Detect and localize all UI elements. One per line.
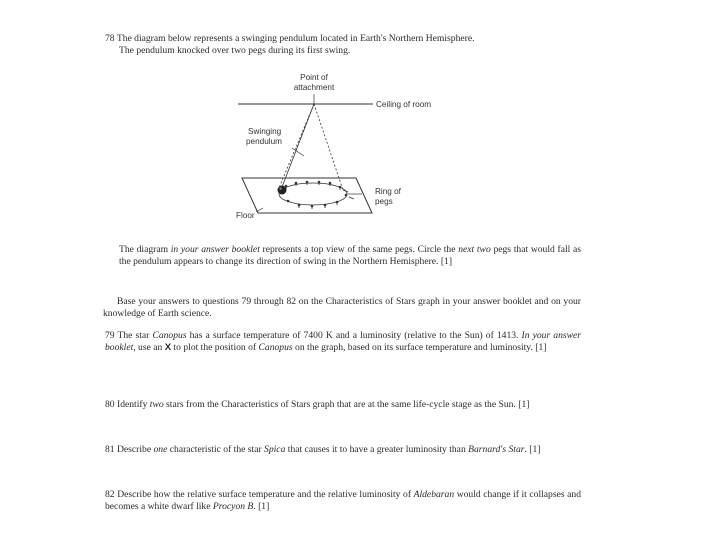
question-text: . — [524, 444, 527, 455]
question-text: use an — [135, 342, 165, 354]
label-pendulum-1: Swinging — [248, 127, 282, 136]
question-number: 80 — [105, 399, 115, 410]
star-name: Barnard's Star — [468, 444, 525, 455]
question-text: characteristic of the star — [167, 444, 265, 455]
peg — [287, 200, 290, 203]
points: [1] — [518, 399, 530, 410]
points: [1] — [258, 501, 270, 513]
task-text: pegs that would fall as the pendulum appears to change its direction of swing in the Northern Hemisphere. — [119, 244, 581, 268]
question-text: The pendulum knocked over two pegs during its first swing. — [119, 45, 351, 57]
question-text: to plot the position of — [171, 342, 259, 354]
question-text: The star — [117, 330, 153, 341]
question-text: Describe — [117, 444, 154, 455]
emphasis: In your answer booklet, — [105, 330, 581, 354]
task-text: The diagram — [119, 244, 171, 255]
star-name: Procyon B — [212, 501, 254, 513]
question-text: Describe how the relative surface temperature and the relative luminosity of — [117, 489, 414, 500]
label-ring-2: pegs — [375, 197, 393, 206]
label-ceiling: Ceiling of room — [376, 100, 432, 109]
question-79 — [105, 330, 581, 355]
question-number: 79 — [105, 330, 115, 341]
question-text: on the graph, based on its surface temperature and luminosity. — [292, 342, 533, 354]
question-78-task — [119, 244, 581, 269]
label-ring-1: Ring of — [375, 187, 401, 196]
question-text: would change if it collapses and becomes a white dwarf like — [105, 489, 581, 513]
task-emphasis: in your answer booklet — [170, 244, 260, 255]
question-text: Identify — [117, 399, 150, 410]
question-number: 78 — [105, 33, 115, 44]
label-floor: Floor — [236, 211, 255, 220]
star-name: Canopus — [152, 330, 187, 341]
label-attachment-1: Point of — [300, 73, 328, 82]
emphasis: two — [149, 399, 164, 410]
points: [1] — [529, 444, 541, 455]
pendulum-diagram — [230, 70, 450, 228]
pendulum-string — [282, 104, 314, 187]
emphasis: one — [153, 444, 168, 455]
question-text: . — [253, 501, 256, 513]
instructions-text: Base your answers to questions 79 through 82 on the Characteristics of Stars graph in your answer booklet and on your knowledge of Earth science. — [103, 296, 581, 320]
question-number: 81 — [105, 444, 115, 455]
question-80 — [105, 399, 581, 411]
peg — [345, 194, 348, 197]
pendulum-bob — [278, 186, 287, 195]
task-text: represents a top view of the same pegs. Circle the — [259, 244, 459, 255]
fallen-peg — [349, 197, 354, 199]
question-text: has a surface temperature of 7400 K and a luminosity (relative to the Sun) of 1413. — [186, 330, 522, 341]
star-name: Spica — [264, 444, 286, 455]
points: [1] — [440, 256, 453, 268]
swing-line-right — [314, 104, 343, 190]
question-text: The diagram below represents a swinging pendulum located in Earth's Northern Hemisphere. — [116, 33, 475, 44]
instructions — [103, 296, 581, 321]
task-emphasis: next two — [458, 244, 491, 255]
question-number: 82 — [105, 489, 115, 500]
question-text: that causes it to have a greater luminosity than — [285, 444, 469, 455]
label-pendulum-2: pendulum — [246, 137, 282, 146]
label-attachment-2: attachment — [293, 83, 335, 92]
star-name: Canopus — [258, 342, 293, 354]
points: [1] — [535, 342, 547, 354]
star-name: Aldebaran — [413, 489, 455, 500]
mark-x: X — [164, 342, 172, 354]
question-81 — [105, 444, 581, 456]
question-82 — [105, 489, 581, 514]
question-text: stars from the Characteristics of Stars graph that are at the same life-cycle stage as the Sun. — [163, 399, 516, 410]
question-78 — [105, 33, 581, 58]
